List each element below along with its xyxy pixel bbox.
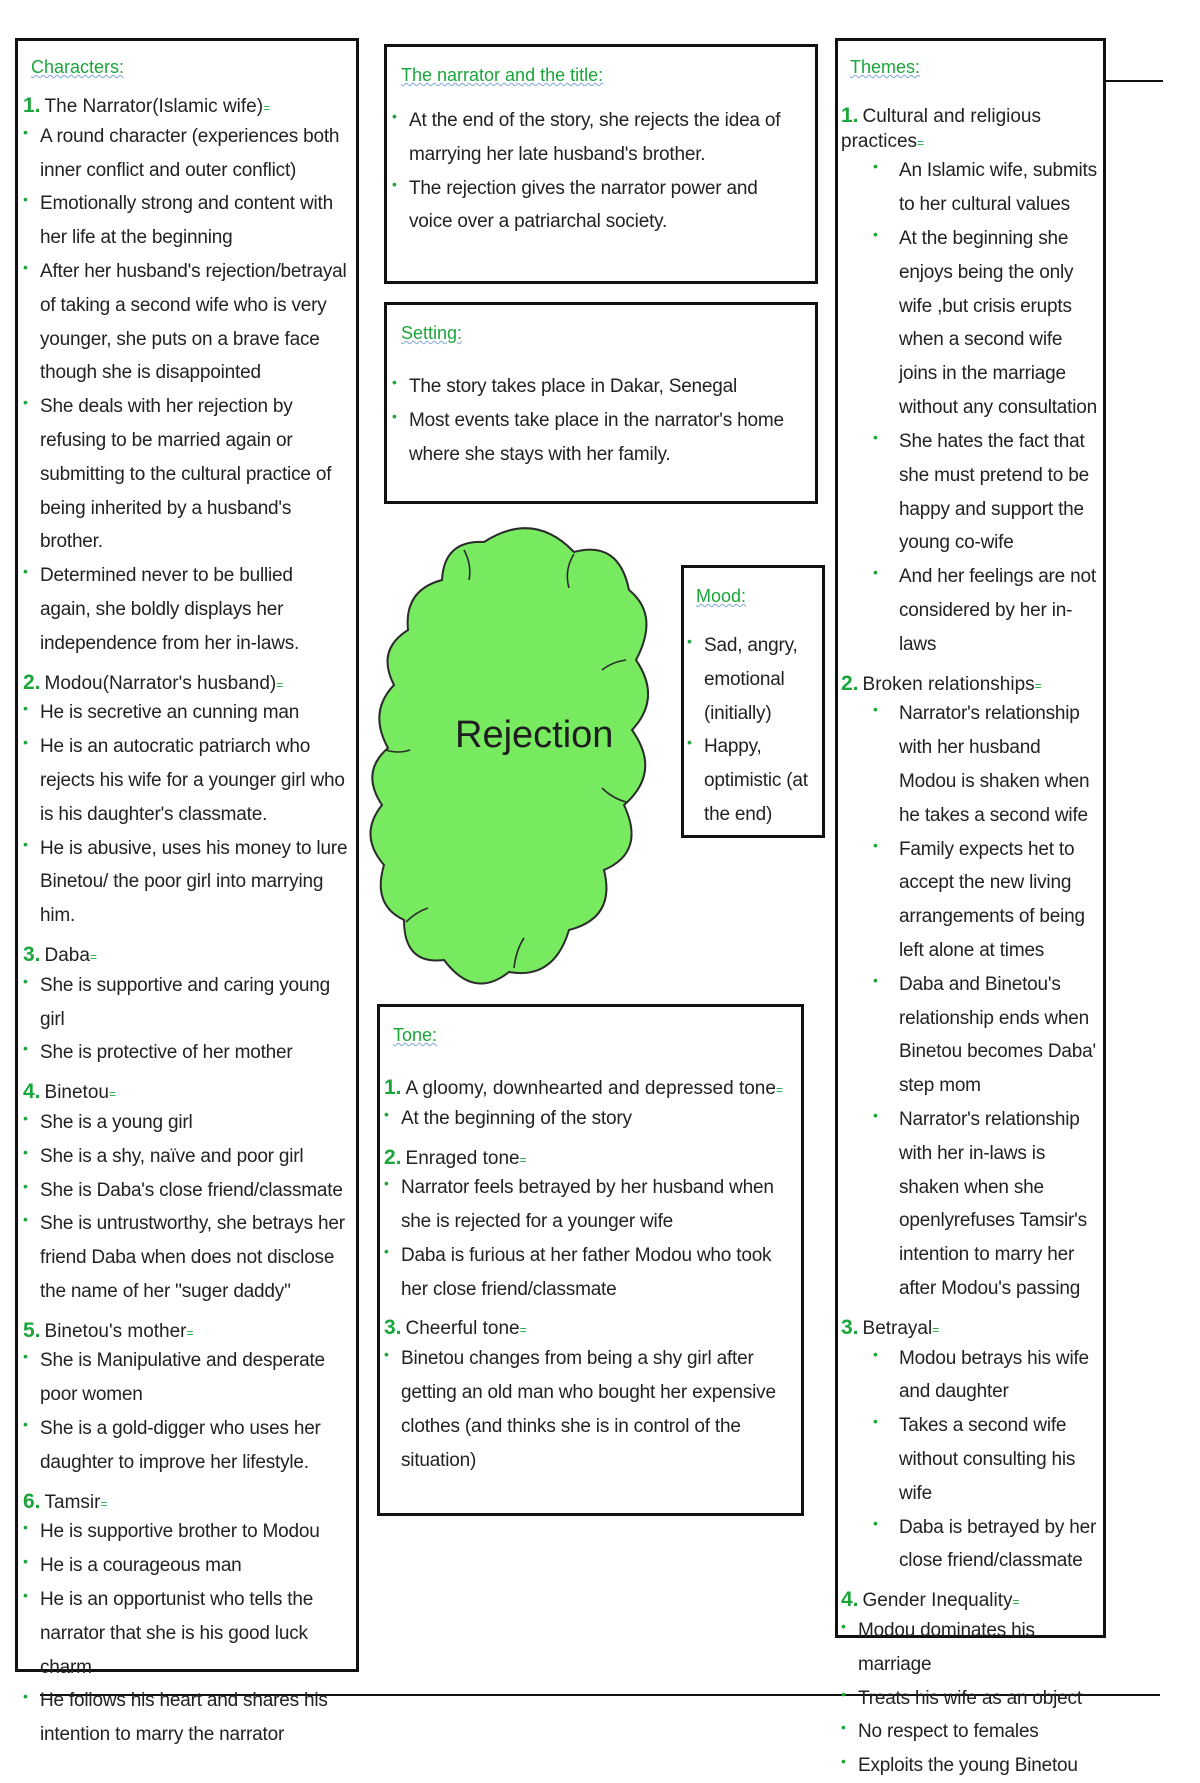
bullet-item: • He follows his heart and shares his intention to marry the narrator [23,1684,348,1752]
section-bullets [384,1342,791,1477]
section-bullets [841,1614,1099,1783]
section-heading [841,1314,1099,1342]
bullet-item: • No respect to females [841,1715,1099,1749]
section-bullets [384,1102,791,1136]
section-bullets [841,697,1099,1306]
section-heading [23,1078,348,1106]
equals-mark: = [276,677,284,692]
bullet-item: • She is supportive and caring young girl [23,969,348,1037]
equals-mark: = [775,1083,783,1097]
section-number: 6. [23,1489,41,1513]
tone-list [384,1074,791,1477]
section-title: Gender Inequality= [862,1590,1020,1612]
themes-heading: Themes: [850,57,921,77]
bullet-item: • She deals with her rejection by refusing to be married again or submitting to the cultural practice of being inherited by a husband's brother. [23,390,348,559]
section-heading [841,670,1099,698]
bullet-item: • She is a shy, naïve and poor girl [23,1140,348,1174]
section-number: 3. [23,943,41,967]
bullet-item: • He is a courageous man [23,1549,348,1583]
section-title: Daba= [44,945,97,967]
setting-box [384,302,818,504]
equals-mark: = [186,1325,194,1340]
section-heading [841,102,1099,154]
bullet-item: • Modou betrays his wife and daughter [873,1342,1099,1410]
characters-list [23,92,348,1752]
bullet-item: • The rejection gives the narrator power and voice over a patriarchal society. [392,172,801,240]
bullet-item: • Family expects het to accept the new living arrangements of being left alone at times [873,833,1099,968]
section-heading [384,1314,791,1342]
section-heading [23,669,348,697]
bullet-item: • Binetou changes from being a shy girl after getting an old man who bought her expensive clothes (and thinks she is in control of the situation) [384,1342,791,1477]
section-number: 5. [23,1318,41,1342]
bullet-item: • She is untrustworthy, she betrays her friend Daba when does not disclose the name of her "suger daddy" [23,1207,348,1308]
bullet-item: • Happy, optimistic (at the end) [687,730,816,831]
characters-box [15,38,359,1746]
bullet-item: • He is abusive, uses his money to lure Binetou/ the poor girl into marrying him. [23,832,348,933]
bullet-item: • At the end of the story, she rejects the idea of marrying her late husband's brother. [392,104,801,172]
section-title: Broken relationships= [862,673,1042,695]
cloud-label: Rejection [455,714,614,756]
section-number: 1. [384,1076,402,1099]
section-heading [23,1317,348,1345]
section-number: 4. [23,1080,41,1104]
section-heading [23,941,348,969]
section-bullets [841,154,1099,661]
section-title: Betrayal= [862,1317,940,1339]
equals-mark: = [1012,1595,1020,1610]
equals-mark: = [917,135,925,150]
section-number: 2. [384,1145,402,1169]
bullet-item: • At the beginning she enjoys being the only wife ,but crisis erupts when a second wife joins in the marriage without any consultation [873,222,1099,425]
bullet-item: • He is supportive brother to Modou [23,1515,348,1549]
bullet-item: • He is an opportunist who tells the narrator that she is his good luck charm [23,1583,348,1684]
bullet-item: • Exploits the young Binetou [841,1749,1099,1783]
bullet-item: • Narrator's relationship with her husband Modou is shaken when he takes a second wife [873,697,1099,832]
bullet-item: • He is secretive an cunning man [23,696,348,730]
section-heading [23,92,348,120]
setting-heading: Setting: [401,323,463,343]
bullet-item: • Daba is betrayed by her close friend/classmate [873,1511,1099,1579]
section-number: 3. [841,1315,859,1339]
section-title: The Narrator(Islamic wife)= [44,96,271,117]
bullet-item: • An Islamic wife, submits to her cultural values [873,154,1099,222]
bullet-item: • After her husband's rejection/betrayal of taking a second wife who is very younger, she puts on a brave face though she is disappointed [23,255,348,390]
characters-heading: Characters: [31,57,125,77]
equals-mark: = [519,1152,527,1167]
bullet-item: • She is a gold-digger who uses her daughter to improve her lifestyle. [23,1412,348,1480]
mood-heading: Mood: [696,586,747,606]
section-number: 1. [23,94,41,117]
section-number: 2. [841,671,859,695]
bullet-item: • Treats his wife as an object [841,1682,1099,1716]
bullet-item: • Sad, angry, emotional (initially) [687,629,816,730]
equals-mark: = [263,101,271,115]
bullet-item: • Most events take place in the narrator's home where she stays with her family. [392,404,801,472]
themes-list [841,102,1099,1783]
section-title: Tamsir= [44,1491,108,1513]
section-bullets [23,1344,348,1479]
bullet-item: • And her feelings are not considered by her in-laws [873,560,1099,661]
section-title: Modou(Narrator's husband)= [44,672,284,694]
section-title: Binetou= [44,1082,116,1104]
section-number: 4. [841,1588,859,1612]
equals-mark: = [100,1496,108,1511]
themes-box [835,38,1106,1777]
section-bullets [384,1171,791,1306]
section-title: A gloomy, downhearted and depressed tone= [405,1078,783,1099]
equals-mark: = [108,1087,116,1102]
section-heading [841,1586,1099,1614]
bullet-item: • She is Manipulative and desperate poor women [23,1344,348,1412]
section-heading [384,1144,791,1172]
mood-bullets [687,629,816,832]
mood-box [681,565,825,838]
tone-box [377,1004,804,1516]
section-number: 3. [384,1316,402,1340]
bullet-item: • A round character (experiences both inner conflict and outer conflict) [23,120,348,188]
bullet-item: • Daba and Binetou's relationship ends when Binetou becomes Daba' step mom [873,968,1099,1103]
section-title: Enraged tone= [405,1147,527,1169]
setting-bullets [392,370,801,471]
section-heading [384,1074,791,1102]
tone-heading: Tone: [393,1025,438,1045]
narrator-title-bullets [392,104,801,239]
narrator-title-box [384,44,818,284]
section-title: Binetou's mother= [44,1320,194,1342]
bullet-item: • She is a young girl [23,1106,348,1140]
section-bullets [841,1342,1099,1579]
bullet-item: • The story takes place in Dakar, Senegal [392,370,801,404]
bullet-item: • Determined never to be bullied again, she boldly displays her independence from her in-laws. [23,559,348,660]
section-bullets [23,120,348,661]
bullet-item: • Daba is furious at her father Modou who took her close friend/classmate [384,1239,791,1307]
top-right-line [1103,80,1163,82]
bullet-item: • Takes a second wife without consulting his wife [873,1409,1099,1510]
section-title: Cheerful tone= [405,1318,527,1340]
bullet-item: • He is an autocratic patriarch who rejects his wife for a younger girl who is his daughter's classmate. [23,730,348,831]
equals-mark: = [89,950,97,965]
section-heading [23,1488,348,1516]
equals-mark: = [932,1322,940,1337]
bullet-item: • She hates the fact that she must pretend to be happy and support the young co-wife [873,425,1099,560]
section-bullets [23,1106,348,1309]
bullet-item: • Narrator feels betrayed by her husband when she is rejected for a younger wife [384,1171,791,1239]
equals-mark: = [1034,678,1042,693]
section-bullets [23,696,348,933]
section-bullets [23,1515,348,1752]
narrator-title-heading: The narrator and the title: [401,65,604,85]
section-number: 1. [841,104,859,127]
bullet-item: • At the beginning of the story [384,1102,791,1136]
equals-mark: = [519,1323,527,1338]
bullet-item: • Narrator's relationship with her in-laws is shaken when she openlyrefuses Tamsir's intention to marry her after Modou's passing [873,1103,1099,1306]
section-title: Cultural and religious practices= [841,106,1042,152]
bullet-item: • Modou dominates his marriage [841,1614,1099,1682]
section-bullets [23,969,348,1070]
section-number: 2. [23,670,41,694]
bullet-item: • She is Daba's close friend/classmate [23,1174,348,1208]
bullet-item: • She is protective of her mother [23,1036,348,1070]
bullet-item: • Emotionally strong and content with her life at the beginning [23,187,348,255]
